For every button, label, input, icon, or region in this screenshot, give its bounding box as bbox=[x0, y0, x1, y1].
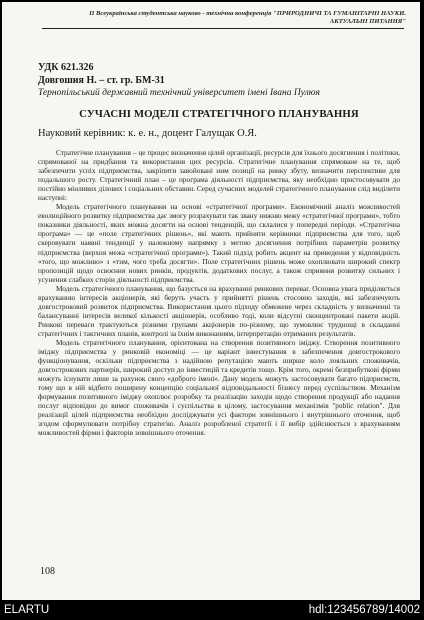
article-meta bbox=[38, 62, 400, 98]
paragraph: Модель стратегічного планування, орієнтована на створення позитивного іміджу. Створення позитивного іміджу підприємства у ринковій економіці — це варіант інвестування в забезпечення довгострокового функціонування, оскільки підприємства з надійною репутацією мають ширше коло лояльних споживачів, довгострокових партнерів, широкий доступ до інвестицій та кредитів тощо. Крім того, окремі безприбуткові фірми можуть існувати лише за рахунок свого «доброго імені». Дану модель можуть застосовувати багато підприємств, тому що в ній відбито поширену концепцію соціальної відповідальності бізнесу перед суспільством. Механізм формування позитивного іміджу охоплює розробку та реалізацію заходів щодо створення продукції або надання послуг відповідно до вимог споживачів і суспільства в цілому, застосування механізмів "public relation". Для реалізації цілей підприємства необхідно досліджувати усі фактори зовнішнього і внутрішнього оточення, щоб згодом сформулювати потрібну стратегію. Аналіз розробленої стратегії і її вибір здійснюється з врахуванням можливостей фірми і факторів зовнішнього оточення. bbox=[38, 337, 400, 438]
handle-id: hdl:123456789/14002 bbox=[308, 604, 420, 616]
header-line-2: АКТУАЛЬНІ ПИТАННЯ" bbox=[329, 17, 406, 25]
header-divider bbox=[42, 28, 404, 29]
paragraph: Стратегічне планування – це процес визначення цілей організації, ресурсів для їхнього досягнення і політики, спрямованої на придбання та використання цих ресурсів. Стратегічне планування спрямоване на те, щоб забезпечити успіх підприємства, закріпити завойовані ним позиції на ринку збуту, визначити перспективи для подальшого росту. Стратегічний план – це програма діяльності підприємства, яку необхідно пристосовувати до постійно мінливих ділових і соціальних обставин. Серед сучасних моделей стратегічного планування слід виділити наступні: bbox=[38, 148, 400, 203]
affiliation: Тернопільський державний технічний університет імені Івана Пулюя bbox=[38, 88, 320, 98]
article-body bbox=[38, 148, 400, 438]
repository-name: ELARTU bbox=[4, 604, 50, 616]
page-number: 108 bbox=[40, 566, 55, 577]
header-line-1: ІІ Всеукраїнська студентська науково - технічна конференція "ПРИРОДНИЧІ ТА ГУМАНІТАРНІ НАУКИ. bbox=[89, 10, 406, 17]
viewer-footer bbox=[0, 602, 424, 620]
supervisor-line: Науковий керівник: к. е. н., доцент Галущак О.Я. bbox=[38, 128, 257, 139]
author-line: Довгошия Н. – ст. гр. БМ-31 bbox=[38, 75, 165, 86]
paragraph: Модель стратегічного планування на основі «стратегічної програми». Економічний аналіз можливостей еволюційного розвитку підприємства дає змогу розрахувати так звану нижню межу «стратегічної програми», тобто показники діяльності, яких можна досягти на основі тенденцій, що склалися у попередні періоди. «Стратегічна програма» — це «поле стратегічних рішень», які мають прийняти керівники підприємства для того, щоб скеровувати наявні тенденції у належному напрямку з метою досягнення потрібних параметрів розвитку підприємства (верхня межа «стратегічної програми»). Такий підхід робить акцент на приведення у відповідність «того, що можливо» з «тим, чого треба досягти». Поле стратегічних рішень може охоплювати широкий спектр пропозицій щодо освоєння нових ринків, продуктів, додаткових послуг, а також сприяння розвитку сильних і усунення слабких сторін діяльності підприємства. bbox=[38, 202, 400, 284]
udc-code: УДК 621.326 bbox=[38, 62, 94, 73]
conference-header bbox=[42, 10, 406, 25]
article-title: СУЧАСНІ МОДЕЛІ СТРАТЕГІЧНОГО ПЛАНУВАННЯ bbox=[79, 108, 359, 120]
paragraph: Модель стратегічного планування, що базується на врахуванні ринкових переваг. Основна увага приділяється врахуванню інтересів акціонерів, які беруть участь у прийнятті рішень стосовно заходів, які забезпечують довгостроковий розвиток підприємства. Використання цього підходу обмежене через складність у визначенні та балансуванні інтересів великої кількості акціонерів, особливо тоді, коли відсутні сконцентровані пакети акцій. Ринкові переваги трактуються різними групами акціонерів по-різному, що зумовлює труднощі в складанні стратегічних і тактичних планів, контролі за їхнім виконанням, інтерпретацію отриманих результатів. bbox=[38, 283, 400, 338]
document-page bbox=[2, 2, 420, 600]
